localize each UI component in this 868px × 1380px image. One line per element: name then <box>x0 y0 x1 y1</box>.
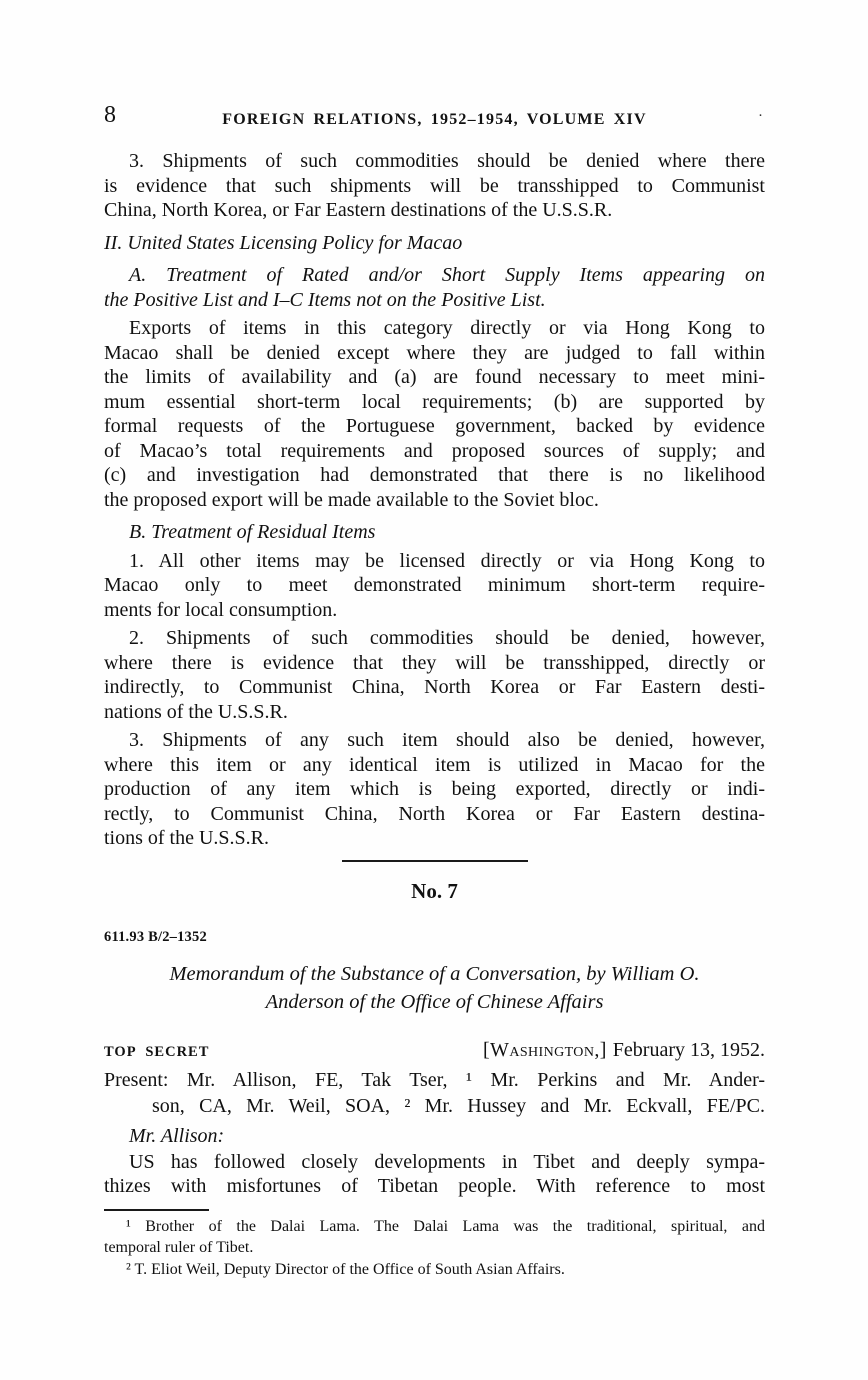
memorandum-body <box>104 1150 765 1199</box>
text-line: temporal ruler of Tibet. <box>104 1239 254 1256</box>
text-line: where there is evidence that they will be transshipped, directly or <box>104 651 765 674</box>
text-line: B. Treatment of Residual Items <box>129 521 376 543</box>
text-line: production of any item which is being exported, directly or indi- <box>104 778 765 800</box>
footnote-2 <box>104 1259 765 1281</box>
memo-title-line: Memorandum of the Substance of a Conversation, by William O. <box>169 962 700 985</box>
paragraph-us-followed-tibet <box>104 1150 765 1199</box>
footnote-separator-line <box>104 1209 209 1211</box>
text-line: the proposed export will be made available to the Soviet bloc. <box>104 488 599 511</box>
text-line: where this item or any identical item is utilized in Macao for the <box>104 753 765 776</box>
text-line: 1. All other items may be licensed directly or via Hong Kong to <box>129 549 765 572</box>
text-line: Macao shall be denied except where they are judged to fall within <box>104 341 765 364</box>
paragraph-all-other-items <box>104 549 765 623</box>
paragraph-shipments-denied-however <box>104 626 765 724</box>
text-line: the Positive List and I–C Items not on the Positive List. <box>104 288 546 311</box>
document-number: No. 7 <box>411 878 458 903</box>
text-line: of Macao’s total requirements and proposed sources of supply; and <box>104 439 765 462</box>
classification-dateline-row <box>104 1039 765 1062</box>
text-line: 2. Shipments of such commodities should be denied, however, <box>129 627 765 649</box>
text-line: indirectly, to Communist China, North Korea or Far Eastern desti- <box>104 676 765 698</box>
text-line: China, North Korea, or Far Eastern destinations of the U.S.S.R. <box>104 199 613 221</box>
classification-label: TOP SECRET <box>104 1043 210 1060</box>
text-line: Exports of items in this category directly or via Hong Kong to <box>129 317 765 339</box>
text-line: son, CA, Mr. Weil, SOA, ² Mr. Hussey and Mr. Eckvall, FE/PC. <box>152 1094 765 1117</box>
text-line: rectly, to Communist China, North Korea or Far Eastern destina- <box>104 802 765 825</box>
text-line: Present: Mr. Allison, FE, Tak Tser, ¹ Mr. Perkins and Mr. Ander- <box>104 1068 765 1091</box>
heading-treatment-rated-short-supply <box>104 263 765 312</box>
page-number: 8 <box>104 102 116 128</box>
text-line: thizes with misfortunes of Tibetan people. With reference to most <box>104 1175 765 1197</box>
text-line: (c) and investigation had demonstrated that there is no likelihood <box>104 464 765 486</box>
text-line: mum essential short-term local requirements; (b) are supported by <box>104 390 765 413</box>
text-line: ² T. Eliot Weil, Deputy Director of the Office of South Asian Affairs. <box>126 1260 565 1278</box>
present-list <box>104 1067 765 1119</box>
text-line: nations of the U.S.S.R. <box>104 700 288 723</box>
text-line: tions of the U.S.S.R. <box>104 827 270 849</box>
memorandum-title <box>104 960 765 1016</box>
licensing-policy-section <box>104 149 765 851</box>
text-line: A. Treatment of Rated and/or Short Supply Items appearing on <box>129 264 765 286</box>
text-line: II. United States Licensing Policy for Macao <box>104 231 463 254</box>
dateline-place: [Washington,] <box>482 1038 607 1061</box>
paragraph-shipments-denied <box>104 149 765 223</box>
running-header-title: FOREIGN RELATIONS, 1952–1954, VOLUME XIV <box>222 111 647 128</box>
dateline <box>483 1039 765 1062</box>
text-line: is evidence that such shipments will be transshipped to Communist <box>104 174 765 197</box>
text-line: 3. Shipments of any such item should also be denied, however, <box>129 729 765 751</box>
memo-title-line: Anderson of the Office of Chinese Affairs <box>265 990 604 1013</box>
footnotes-section <box>104 1216 765 1281</box>
heading-us-licensing-policy-macao <box>104 231 765 256</box>
text-line: the limits of availability and (a) are found necessary to meet mini- <box>104 366 765 388</box>
text-line: 3. Shipments of such commodities should be denied where there <box>129 150 765 172</box>
text-line: ments for local consumption. <box>104 598 338 621</box>
text-line: US has followed closely developments in Tibet and deeply sympa- <box>129 1150 765 1173</box>
source-reference: 611.93 B/2–1352 <box>104 928 207 945</box>
paragraph-shipments-any-item <box>104 728 765 851</box>
heading-treatment-residual-items <box>104 520 765 545</box>
text-line: ¹ Brother of the Dalai Lama. The Dalai Lama was the traditional, spiritual, and <box>126 1217 765 1235</box>
scan-artifact-dot: · <box>758 108 763 124</box>
paragraph-exports-category <box>104 316 765 512</box>
footnote-1 <box>104 1216 765 1259</box>
document-separator-line <box>342 860 528 862</box>
present-attendees-list <box>104 1067 765 1119</box>
text-line: Macao only to meet demonstrated minimum short-term require- <box>104 574 765 596</box>
dateline-date: February 13, 1952. <box>612 1038 765 1061</box>
text-line: formal requests of the Portuguese government, backed by evidence <box>104 415 765 437</box>
speaker-label: Mr. Allison: <box>129 1124 225 1147</box>
page-header <box>104 0 765 133</box>
